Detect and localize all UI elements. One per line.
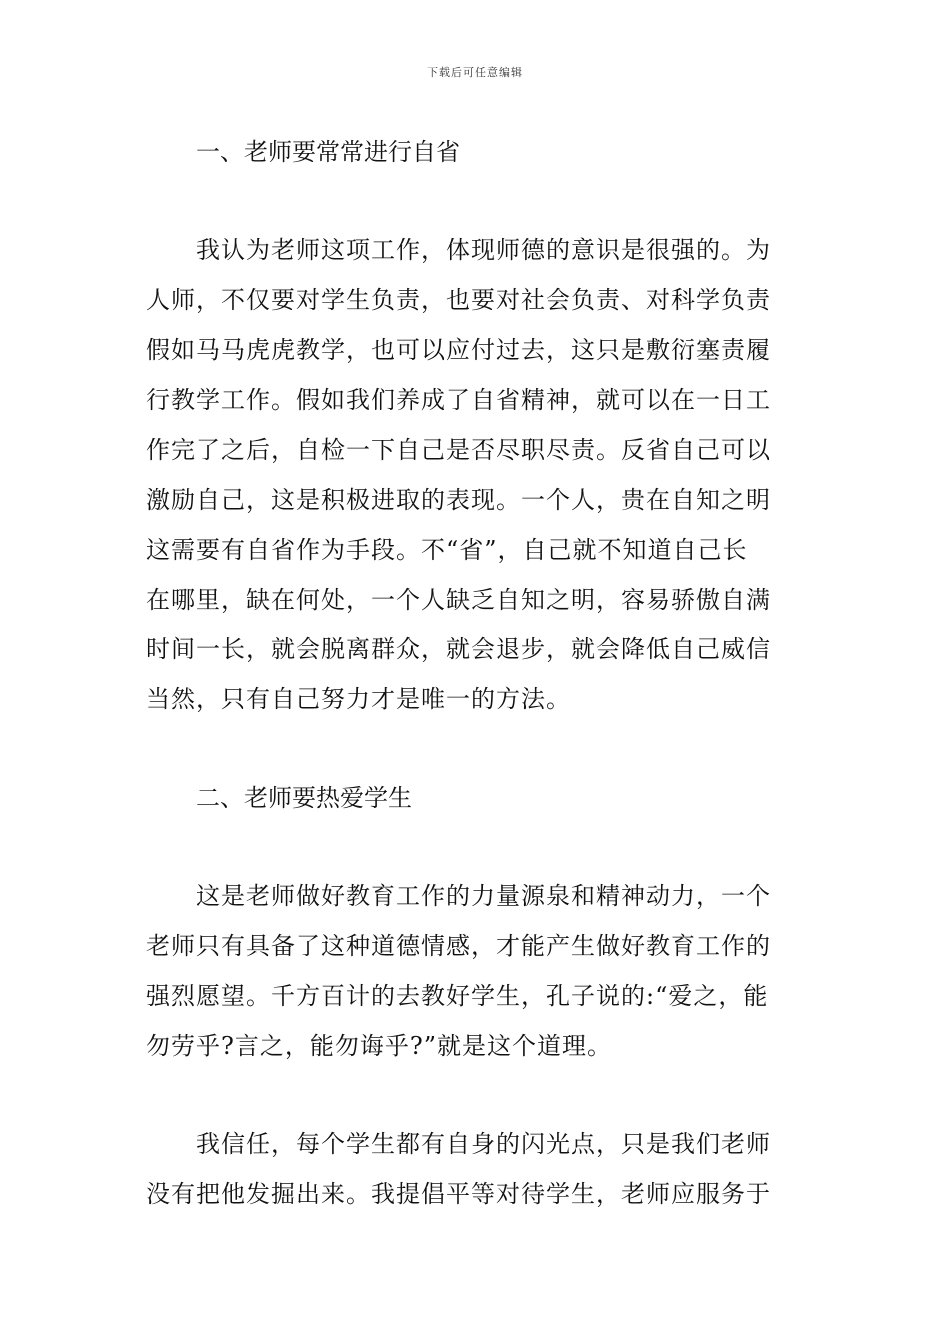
paragraph-line: 时间一长，就会脱离群众，就会退步，就会降低自己威信 [146, 635, 771, 663]
paragraph-line: 没有把他发掘出来。我提倡平等对待学生，老师应服务于 [146, 1180, 771, 1208]
paragraph-line: 人师，不仅要对学生负责，也要对社会负责、对科学负责 [146, 286, 771, 314]
paragraph-line: 这是老师做好教育工作的力量源泉和精神动力，一个 [196, 882, 771, 910]
paragraph-line: 我认为老师这项工作，体现师德的意识是很强的。为 [196, 236, 771, 264]
paragraph-line: 勿劳乎?言之，能勿诲乎?”就是这个道理。 [146, 1032, 613, 1060]
paragraph-line: 当然，只有自己努力才是唯一的方法。 [146, 685, 571, 713]
paragraph-line: 老师只有具备了这种道德情感，才能产生做好教育工作的 [146, 932, 771, 960]
section-heading-1: 一、老师要常常进行自省 [196, 138, 460, 166]
paragraph-line: 这需要有自省作为手段。不“省”，自己就不知道自己长 [146, 536, 748, 564]
page-header: 下载后可任意编辑 [427, 66, 523, 79]
paragraph-line: 激励自己，这是积极进取的表现。一个人，贵在自知之明 [146, 486, 771, 514]
paragraph-line: 作完了之后，自检一下自己是否尽职尽责。反省自己可以 [146, 436, 771, 464]
paragraph-line: 强烈愿望。千方百计的去教好学生，孔子说的:“爱之，能 [146, 982, 769, 1010]
paragraph-line: 行教学工作。假如我们养成了自省精神，就可以在一日工 [146, 386, 771, 414]
paragraph-line: 假如马马虎虎教学，也可以应付过去，这只是敷衍塞责履 [146, 336, 771, 364]
section-heading-2: 二、老师要热爱学生 [196, 784, 412, 812]
paragraph-line: 我信任，每个学生都有自身的闪光点，只是我们老师 [196, 1130, 771, 1158]
paragraph-line: 在哪里，缺在何处，一个人缺乏自知之明，容易骄傲自满 [146, 586, 771, 614]
